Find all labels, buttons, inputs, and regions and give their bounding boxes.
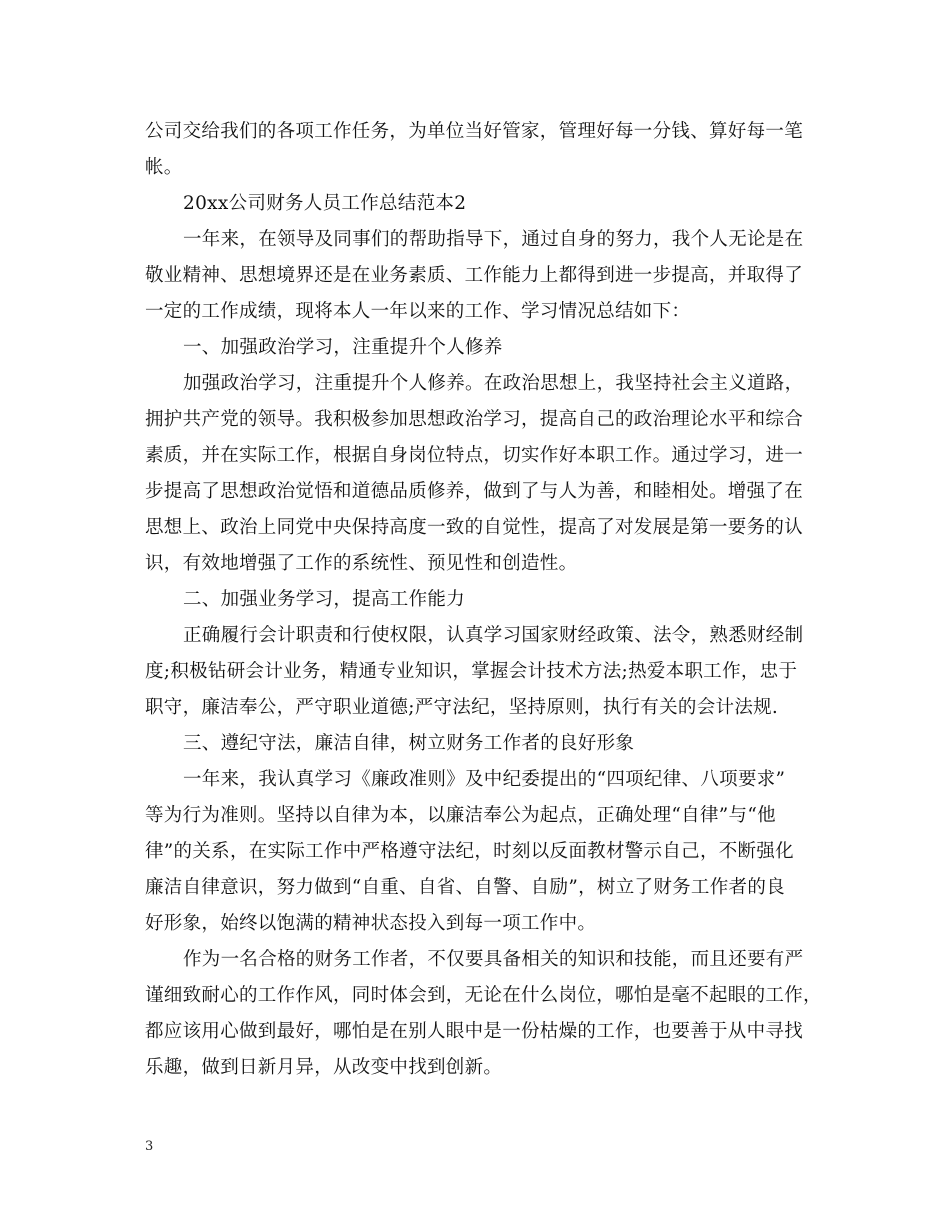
- text-line: 加强政治学习，注重提升个人修养。在政治思想上，我坚持社会主义道路，: [183, 373, 804, 394]
- text-line: 乐趣，做到日新月异，从改变中找到创新。: [145, 1057, 503, 1078]
- text-line: 等为行为准则。坚持以自律为本，以廉洁奉公为起点，正确处理“自律”与“他: [145, 805, 776, 826]
- section-heading: 二、加强业务学习，提高工作能力: [183, 589, 466, 610]
- text-line: 敬业精神、思想境界还是在业务素质、工作能力上都得到进一步提高，并取得了: [145, 265, 804, 286]
- text-line: 一定的工作成绩，现将本人一年以来的工作、学习情况总结如下：: [145, 301, 691, 322]
- text-line: 思想上、政治上同党中央保持高度一致的自觉性，提高了对发展是第一要务的认: [145, 517, 804, 538]
- text-line: 度;积极钻研会计业务，精通专业知识，掌握会计技术方法;热爱本职工作，忠于: [145, 661, 798, 682]
- text-line: 一年来，我认真学习《廉政准则》及中纪委提出的“四项纪律、八项要求”: [183, 769, 786, 790]
- text-line: 一年来，在领导及同事们的帮助指导下，通过自身的努力，我个人无论是在: [183, 229, 804, 250]
- text-line: 廉洁自律意识，努力做到“自重、自省、自警、自励”，树立了财务工作者的良: [145, 877, 785, 898]
- text-line: 职守，廉洁奉公，严守职业道德;严守法纪，坚持原则，执行有关的会计法规.: [145, 697, 779, 718]
- page-number: 3: [145, 1139, 154, 1154]
- text-line: 帐。: [145, 157, 183, 178]
- text-line: 公司交给我们的各项工作任务，为单位当好管家，管理好每一分钱、算好每一笔: [145, 121, 804, 142]
- text-line: 素质，并在实际工作，根据自身岗位特点，切实作好本职工作。通过学习，进一: [145, 445, 804, 466]
- section-title: 20xx公司财务人员工作总结范本2: [183, 193, 467, 214]
- text-line: 谨细致耐心的工作作风，同时体会到，无论在什么岗位，哪怕是毫不起眼的工作，: [145, 985, 822, 1006]
- text-line: 律”的关系，在实际工作中严格遵守法纪，时刻以反面教材警示自己，不断强化: [145, 841, 794, 862]
- text-line: 拥护共产党的领导。我积极参加思想政治学习，提高自己的政治理论水平和综合: [145, 409, 804, 430]
- section-heading: 三、遵纪守法，廉洁自律，树立财务工作者的良好形象: [183, 733, 635, 754]
- text-line: 步提高了思想政治觉悟和道德品质修养，做到了与人为善，和睦相处。增强了在: [145, 481, 804, 502]
- text-line: 作为一名合格的财务工作者，不仅要具备相关的知识和技能，而且还要有严: [183, 949, 804, 970]
- text-line: 正确履行会计职责和行使权限，认真学习国家财经政策、法令，熟悉财经制: [183, 625, 804, 646]
- text-line: 都应该用心做到最好，哪怕是在别人眼中是一份枯燥的工作，也要善于从中寻找: [145, 1021, 804, 1042]
- text-line: 好形象，始终以饱满的精神状态投入到每一项工作中。: [145, 913, 597, 934]
- section-heading: 一、加强政治学习，注重提升个人修养: [183, 337, 503, 358]
- text-line: 识，有效地增强了工作的系统性、预见性和创造性。: [145, 553, 578, 574]
